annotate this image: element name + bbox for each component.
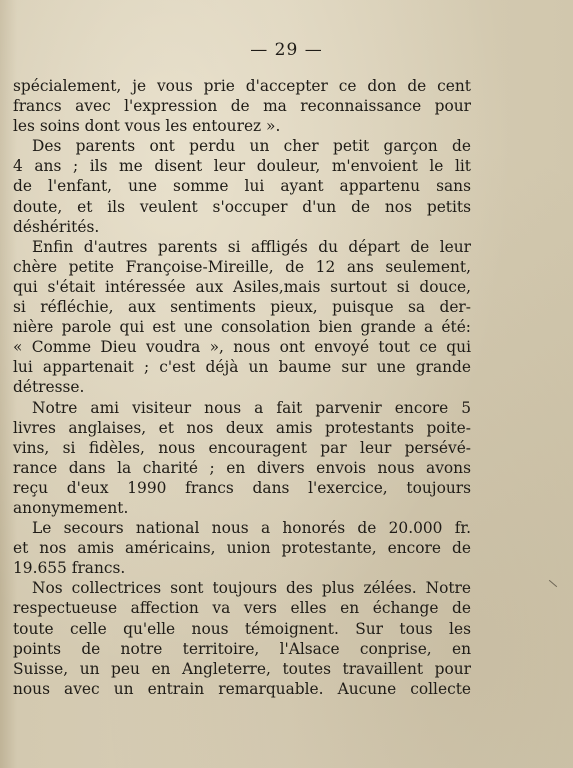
text-line: si réfléchie, aux sentiments pieux, puisque sa der-: [13, 298, 471, 317]
text-line: spécialement, je vous prie d'accepter ce don de cent: [13, 77, 471, 95]
text-line: Nos collectrices sont toujours des plus zélées. Notre: [32, 579, 471, 598]
text-line: et nos amis américains, union protestante, encore de: [13, 539, 471, 558]
text-line: lui appartenait ; c'est déjà un baume sur une grande: [13, 358, 471, 377]
text-line: déshérités.: [13, 217, 100, 236]
text-line: de l'enfant, une somme lui ayant appartenu sans: [13, 177, 471, 196]
text-line: points de notre territoire, l'Alsace conprise, en: [13, 639, 471, 658]
text-line: nière parole qui est une consolation bien grande a été:: [13, 318, 471, 337]
text-line: doute, et ils veulent s'occuper d'un de nos petits: [13, 197, 471, 216]
text-line: vins, si fidèles, nous encouragent par leur persévé-: [13, 438, 471, 457]
page-number: — 29 —: [250, 40, 323, 60]
text-line: reçu d'eux 1990 francs dans l'exercice, toujours: [13, 478, 471, 497]
text-line: nous avec un entrain remarquable. Aucune collecte: [13, 679, 471, 698]
body-text: [13, 76, 471, 699]
text-line: anonymement.: [13, 498, 129, 517]
text-line: Des parents ont perdu un cher petit garçon de: [32, 137, 471, 156]
text-line: francs avec l'expression de ma reconnaissance pour: [13, 97, 471, 116]
text-line: Notre ami visiteur nous a fait parvenir encore 5: [32, 398, 471, 417]
text-line: les soins dont vous les entourez ».: [13, 117, 281, 136]
text-line: qui s'était intéressée aux Asiles,mais surtout si douce,: [13, 277, 471, 296]
text-line: 19.655 francs.: [13, 559, 126, 578]
text-line: chère petite Françoise-Mireille, de 12 ans seulement,: [13, 257, 471, 276]
text-line: livres anglaises, et nos deux amis protestants poite-: [13, 418, 471, 437]
text-line: « Comme Dieu voudra », nous ont envoyé tout ce qui: [13, 338, 471, 357]
text-line: 4 ans ; ils me disent leur douleur, m'envoient le lit: [13, 157, 471, 176]
text-line: rance dans la charité ; en divers envois nous avons: [13, 458, 471, 477]
text-line: Suisse, un peu en Angleterre, toutes travaillent pour: [13, 659, 471, 678]
text-line: toute celle qu'elle nous témoignent. Sur tous les: [13, 619, 471, 638]
text-line: détresse.: [13, 378, 85, 397]
text-line: respectueuse affection va vers elles en échange de: [13, 599, 471, 618]
text-line: Enfin d'autres parents si affligés du départ de leur: [32, 237, 471, 256]
margin-mark: [549, 580, 557, 587]
text-line: Le secours national nous a honorés de 20.000 fr.: [32, 519, 471, 538]
